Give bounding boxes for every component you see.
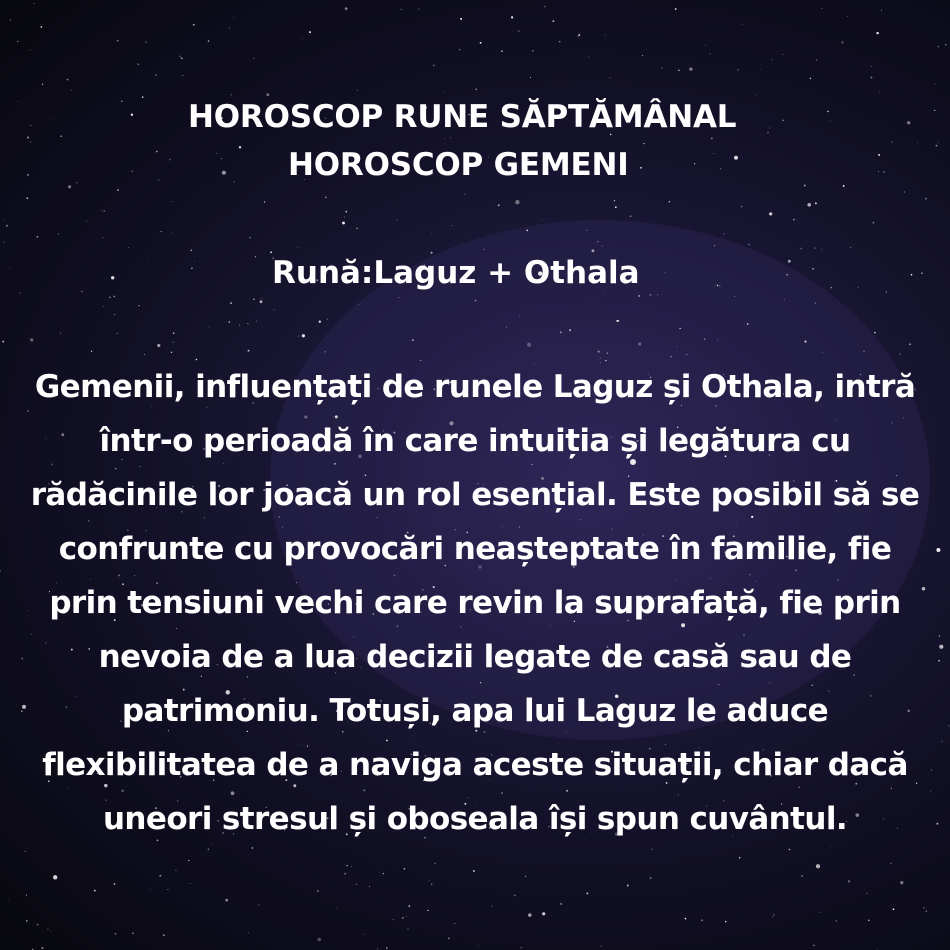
rune-label: Rună:Laguz + Othala — [272, 255, 640, 291]
horoscope-paragraph: Gemenii, influențați de runele Laguz și Othala, intră într-o perioadă în care intuiția și legătura cu rădăcinile lor joacă un rol esențial. Este posibil să se confrunte cu provocări neașteptate în familie, fie prin tensiuni vechi care revin la suprafață, fie prin nevoia de a lua decizii legate de casă sau de patrimoniu. Totuși, apa lui Laguz le aduce flexibilitatea de a naviga aceste situații, chiar dacă uneori stresul și oboseala își spun cuvântul. — [30, 369, 920, 837]
page-title: HOROSCOP RUNE SĂPTĂMÂNAL — [188, 99, 737, 135]
page-subtitle: HOROSCOP GEMENI — [288, 147, 629, 183]
